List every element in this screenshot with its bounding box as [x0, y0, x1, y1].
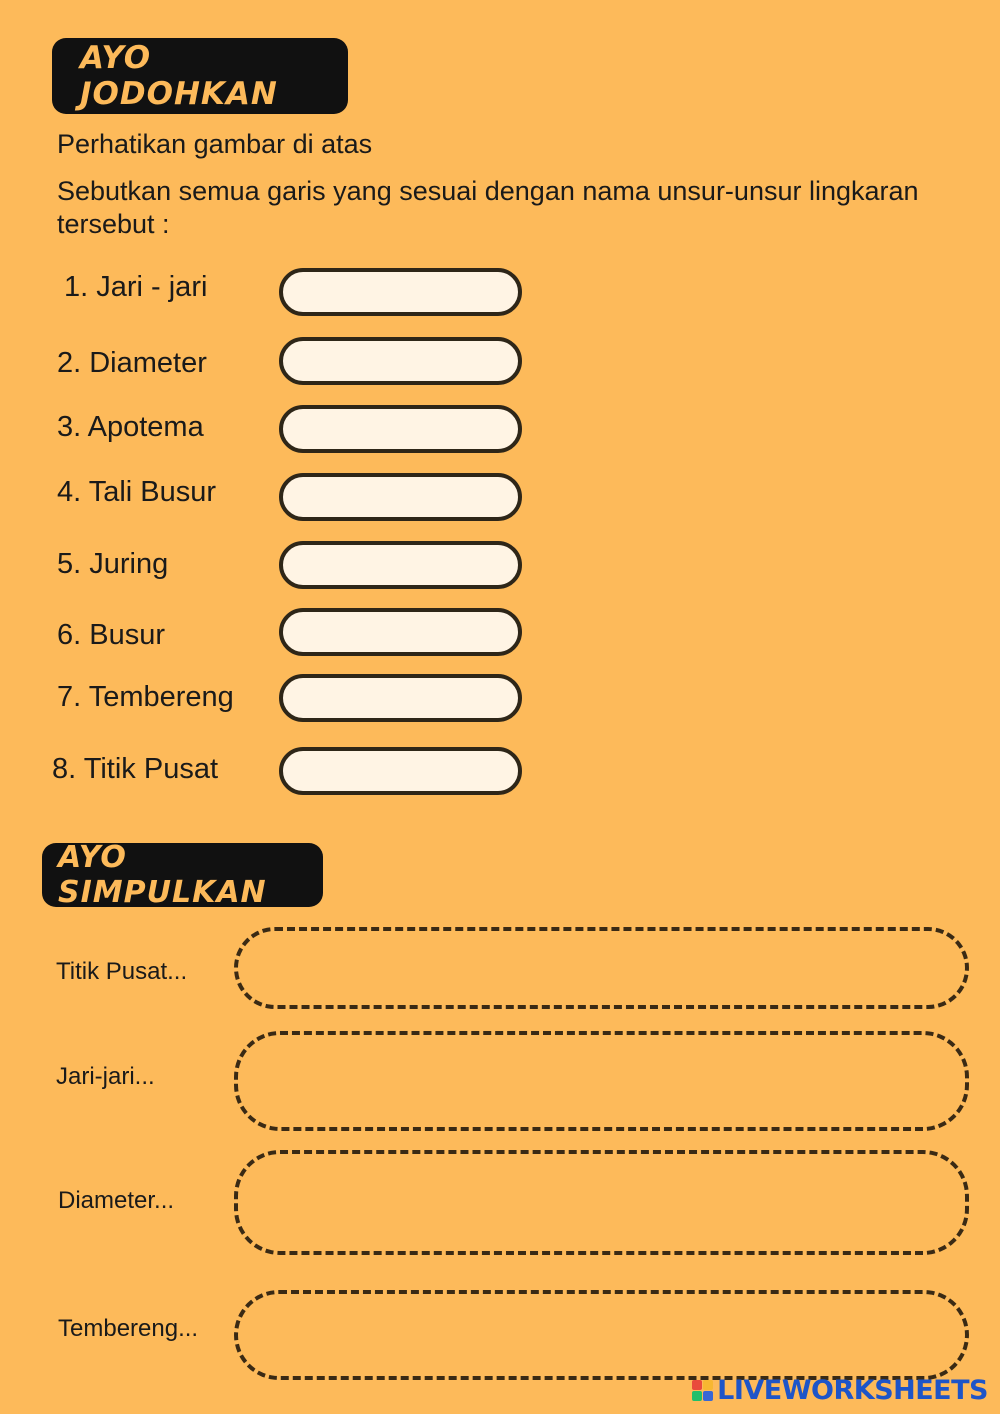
conclusion-label-jari-jari: Jari-jari... [56, 1063, 155, 1090]
match-answer-box-2[interactable] [279, 337, 522, 385]
instruction-text-2: Sebutkan semua garis yang sesuai dengan nama unsur-unsur lingkaran tersebut : [57, 176, 919, 239]
section-title-simpulkan: AYO SIMPULKAN [42, 843, 323, 907]
match-label-4: 4. Tali Busur [57, 476, 217, 508]
match-label-6: 6. Busur [57, 619, 165, 651]
conclusion-answer-box-3[interactable] [234, 1150, 969, 1255]
conclusion-label-tembereng: Tembereng... [58, 1315, 199, 1342]
match-answer-box-7[interactable] [279, 674, 522, 722]
conclusion-answer-box-4[interactable] [234, 1290, 969, 1380]
match-label-7: 7. Tembereng [57, 681, 234, 713]
match-answer-box-3[interactable] [279, 405, 522, 453]
match-label-1: 1. Jari - jari [64, 271, 208, 303]
logo-text: LIVEWORKSHEETS [717, 1375, 988, 1406]
instruction-text-1: Perhatikan gambar di atas [57, 129, 373, 159]
match-label-2: 2. Diameter [57, 347, 207, 379]
conclusion-label-diameter: Diameter... [58, 1187, 175, 1214]
match-label-5: 5. Juring [57, 548, 169, 580]
conclusion-answer-box-2[interactable] [234, 1031, 969, 1131]
conclusion-answer-box-1[interactable] [234, 927, 969, 1009]
match-answer-box-1[interactable] [279, 268, 522, 316]
match-answer-box-8[interactable] [279, 747, 522, 795]
match-answer-box-6[interactable] [279, 608, 522, 656]
match-label-3: 3. Apotema [57, 411, 204, 443]
liveworksheets-logo [692, 1375, 988, 1406]
match-answer-box-5[interactable] [279, 541, 522, 589]
liveworksheets-logo-icon [692, 1380, 713, 1401]
match-label-8: 8. Titik Pusat [52, 753, 219, 785]
section-title-jodohkan: AYO JODOHKAN [52, 38, 348, 114]
match-answer-box-4[interactable] [279, 473, 522, 521]
conclusion-label-titik-pusat: Titik Pusat... [56, 958, 188, 985]
